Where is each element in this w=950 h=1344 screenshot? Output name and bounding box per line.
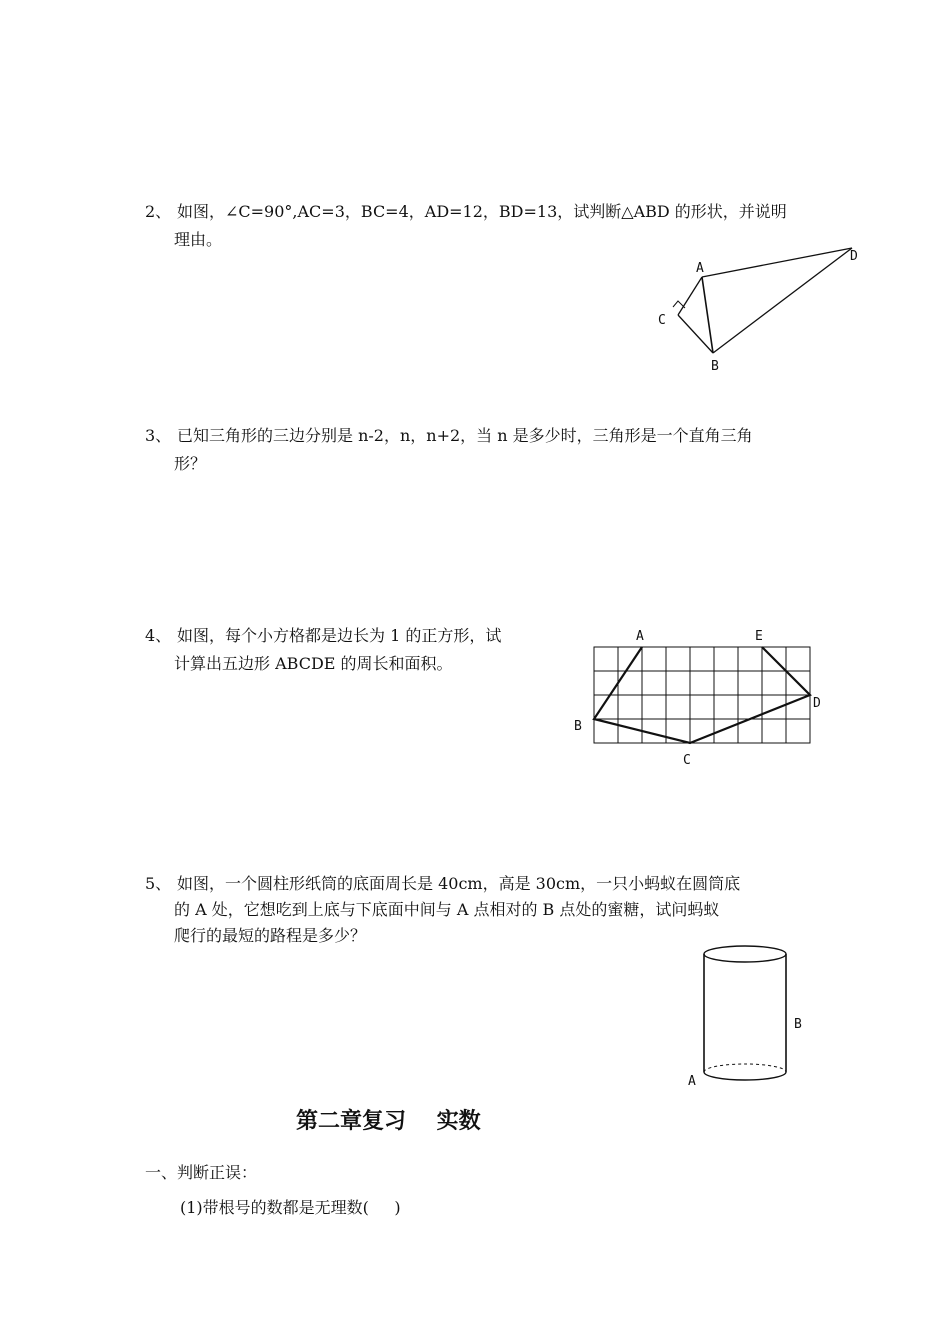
question-text-line-1: 如图，一个圆柱形纸筒的底面周长是 40cm，高是 30cm，一只小蚂蚁在圆筒底 bbox=[177, 874, 741, 893]
question-text-line-2: 理由。 bbox=[174, 230, 223, 249]
label-b: B bbox=[711, 359, 719, 374]
question-text-line-3: 爬行的最短的路程是多少？ bbox=[174, 926, 367, 945]
question-text-line-1: 如图，∠C=90°,AC=3，BC=4，AD=12，BD=13，试判断△ABD 的形状，并说明 bbox=[177, 202, 787, 221]
label-c: C bbox=[658, 313, 666, 328]
question-number: 2、 bbox=[145, 202, 172, 221]
label-c: C bbox=[683, 753, 691, 768]
label-a: A bbox=[636, 629, 644, 644]
label-a: A bbox=[688, 1074, 696, 1089]
question-text-line-2: 计算出五边形 ABCDE 的周长和面积。 bbox=[174, 654, 453, 673]
question-number: 5、 bbox=[145, 874, 172, 893]
question-text-line-1: 已知三角形的三边分别是 n-2，n，n+2，当 n 是多少时，三角形是一个直角三角 bbox=[177, 426, 753, 445]
label-d: D bbox=[850, 249, 858, 264]
question-text-line-1: 如图，每个小方格都是边长为 1 的正方形，试 bbox=[177, 626, 502, 645]
label-a: A bbox=[696, 261, 704, 276]
label-b: B bbox=[794, 1017, 802, 1032]
question-text-line-2: 形？ bbox=[174, 454, 207, 473]
question-number: 3、 bbox=[145, 426, 172, 445]
figure-cylinder bbox=[680, 935, 820, 1095]
question-item: (1)带根号的数都是无理数( ) bbox=[180, 1198, 401, 1217]
label-e: E bbox=[755, 629, 763, 644]
chapter-title: 第二章复习 实数 bbox=[296, 1108, 481, 1134]
figure-quadrilateral-abd bbox=[650, 240, 870, 380]
label-d: D bbox=[813, 696, 821, 711]
question-text-line-2: 的 A 处，它想吃到上底与下底面中间与 A 点相对的 B 点处的蜜糖，试问蚂蚁 bbox=[174, 900, 720, 919]
section-heading: 一、判断正误： bbox=[145, 1163, 258, 1182]
figure-grid-pentagon bbox=[565, 622, 835, 772]
label-b: B bbox=[574, 719, 582, 734]
question-number: 4、 bbox=[145, 626, 172, 645]
